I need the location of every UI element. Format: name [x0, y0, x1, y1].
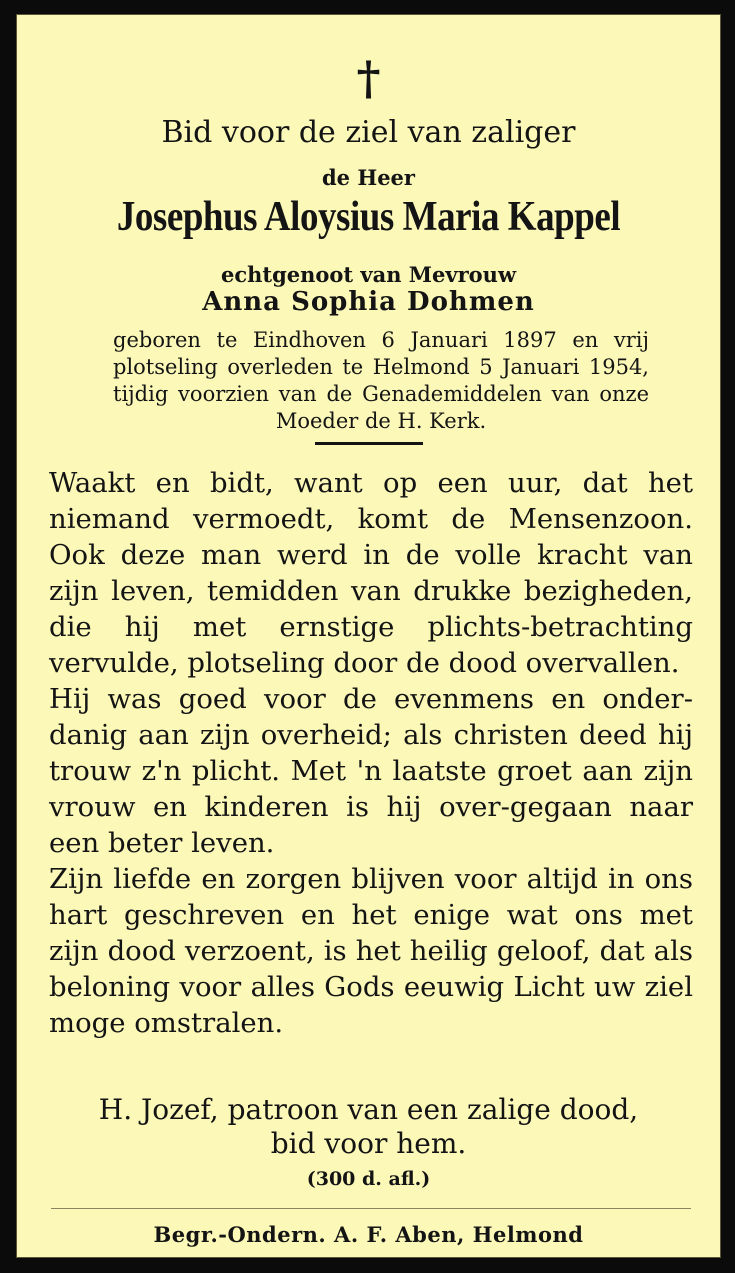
undertaker-footer: Begr.-Ondern. A. F. Aben, Helmond — [153, 1222, 584, 1247]
cross-icon: † — [356, 51, 381, 105]
spouse-name: Anna Sophia Dohmen — [202, 287, 535, 317]
paragraph: Zijn liefde en zorgen blijven voor altijd in ons hart geschreven en het enige wat ons met zijn dood verzoent, is het heilig geloof, dat als beloning voor alles Gods eeuwig Licht uw ziel moge omstralen. — [49, 863, 693, 1039]
indulgence-note: (300 d. afl.) — [306, 1168, 431, 1190]
spouse-intro: echtgenoot van Mevrouw — [220, 262, 517, 287]
body-text — [49, 465, 693, 1041]
deceased-name: Josephus Aloysius Maria Kappel — [116, 194, 621, 240]
paragraph: Hij was goed voor de evenmens en onder-danig aan zijn overheid; als christen deed hij trouw z'n plicht. Met 'n laatste groet aan zijn vrouw en kinderen is hij over-gegaan naar een beter leven. — [49, 683, 693, 859]
prayer-line: bid voor hem. — [270, 1127, 467, 1160]
divider — [315, 442, 423, 445]
biography: geboren te Eindhoven 6 Januari 1897 en vrij plotseling overleden te Helmond 5 Januari 1954, tijdig voorzien van de Genademiddelen van onze Moeder de H. Kerk. — [113, 328, 649, 433]
paragraph: Waakt en bidt, want op een uur, dat het niemand vermoedt, komt de Mensenzoon. Ook deze man werd in de volle kracht van zijn leven, temidden van drukke bezigheden, die hij met ernstige plichts-betrachting vervulde, plotseling door de dood overvallen. — [49, 467, 693, 679]
memorial-card — [16, 14, 721, 1258]
prayer-line: H. Jozef, patroon van een zalige dood, — [98, 1093, 639, 1126]
footer-divider — [51, 1208, 691, 1209]
honorific: de Heer — [322, 165, 415, 190]
intro-text: Bid voor de ziel van zaliger — [161, 115, 576, 150]
